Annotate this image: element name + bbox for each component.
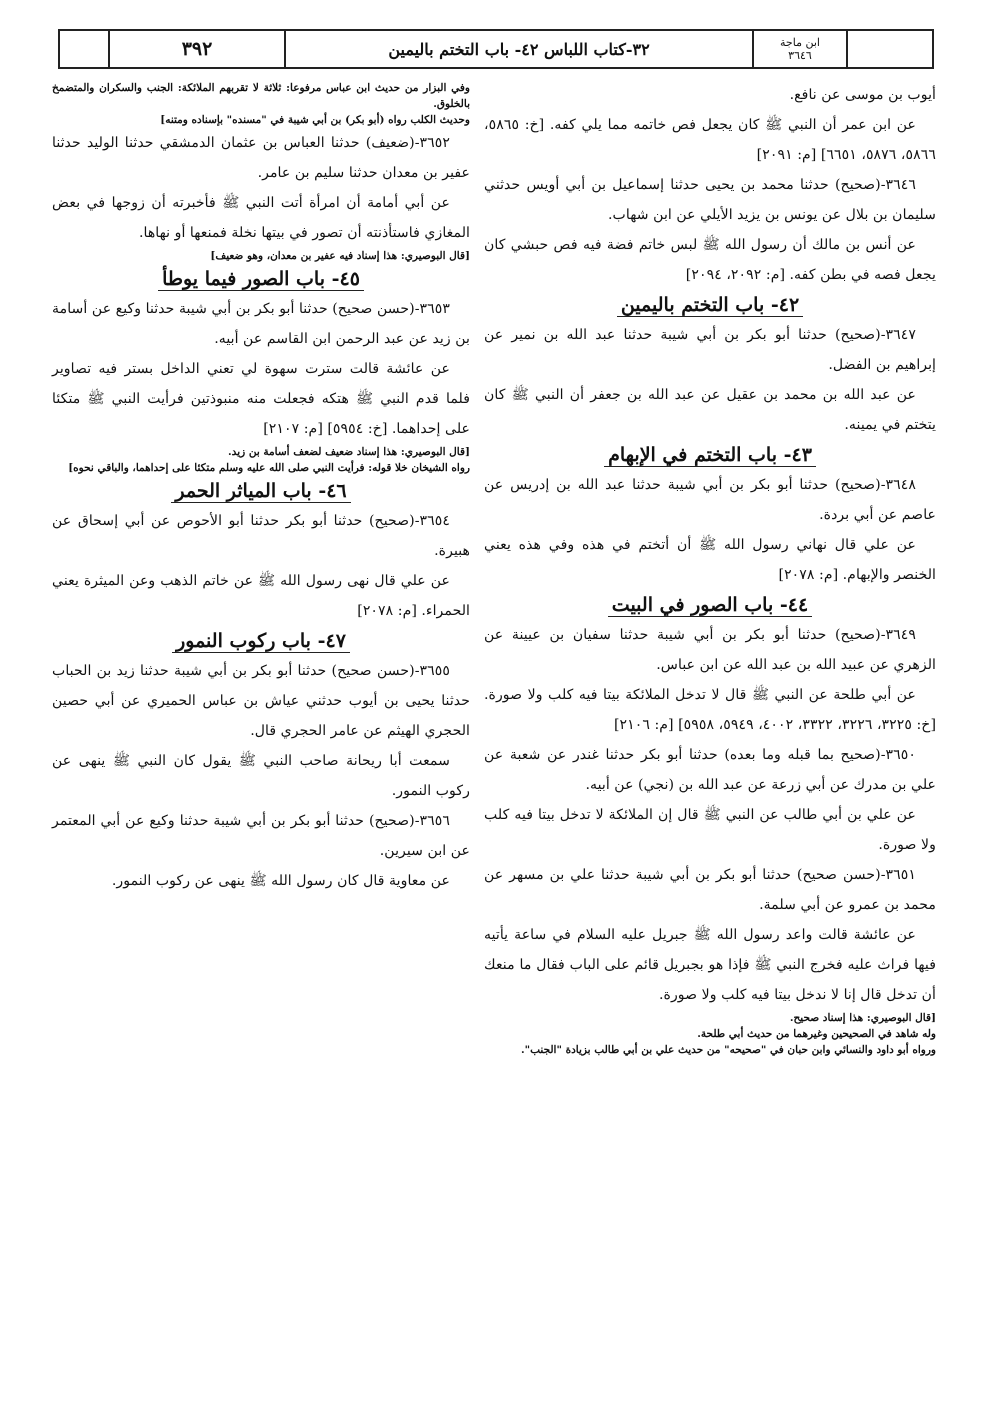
commentary-note: وله شاهد في الصحيحين وغيرهما من حديث أبي طلحة. (697, 1028, 936, 1040)
page-header (58, 29, 934, 69)
chapter-heading (484, 290, 936, 320)
chapter-heading (484, 590, 936, 620)
chapter-heading-text: ٤٣- باب التختم في الإبهام (604, 444, 816, 467)
chapter-heading (52, 264, 470, 294)
commentary-note: ورواه أبو داود والنسائي وابن حبان في "صحيحه" من حديث علي بن أبي طالب بزيادة "الجنب". (520, 1044, 936, 1056)
hadith-paragraph: أيوب بن موسى عن نافع. (789, 87, 936, 103)
commentary-note: وحديث الكلب رواه (أبو بكر) بن أبي شيبة في "مسنده" بإسناده ومتنه] (160, 114, 470, 126)
hadith-paragraph: عن علي قال نهى رسول الله ﷺ عن خاتم الذهب وعن الميثرة يعني الحمراء. [م: ٢٠٧٨] (52, 573, 470, 619)
hadith-paragraph: عن معاوية قال كان رسول الله ﷺ ينهى عن ركوب النمور. (111, 873, 450, 889)
hadith-paragraph: ٣٦٥٣-(حسن صحيح) حدثنا أبو بكر بن أبي شيبة حدثنا وكيع عن أسامة بن زيد عن عبد الرحمن ابن القاسم عن أبيه. (52, 301, 470, 347)
page-number: ٣٩٢ (110, 31, 286, 67)
hadith-paragraph: عن أنس بن مالك أن رسول الله ﷺ لبس خاتم فضة فيه فص حبشي كان يجعل فصه في بطن كفه. [م: ٢٠٩٢، ٢٠٩٤] (484, 237, 936, 283)
hadith-paragraph: عن علي بن أبي طالب عن النبي ﷺ قال إن الملائكة لا تدخل بيتا فيه كلب ولا صورة. (484, 807, 936, 853)
chapter-heading (52, 626, 470, 656)
commentary-note: [قال البوصيري: هذا إسناد فيه عفير بن معدان، وهو ضعيف] (210, 250, 470, 262)
hadith-paragraph: ٣٦٤٧-(صحيح) حدثنا أبو بكر بن أبي شيبة حدثنا عبد الله بن نمير عن إبراهيم بن الفضل. (484, 327, 936, 373)
source-number: ٣٦٤٦ (788, 49, 812, 62)
chapter-heading-text: ٤٥- باب الصور فيما يوطأ (158, 268, 364, 291)
hadith-paragraph: عن علي قال نهاني رسول الله ﷺ أن أتختم في هذه وفي هذه يعني الخنصر والإبهام. [م: ٢٠٧٨] (484, 537, 936, 583)
chapter-heading (484, 440, 936, 470)
source-name: ابن ماجة (780, 36, 820, 49)
commentary-note: [قال البوصيري: هذا إسناد ضعيف لضعف أسامة بن زيد. (228, 446, 470, 458)
hadith-paragraph: عن أبي أمامة أن امرأة أتت النبي ﷺ فأخبرته أن زوجها في بعض المغازي فاستأذنته أن تصور في بيتها نخلة فمنعها أو نهاها. (52, 195, 470, 241)
hadith-paragraph: عن أبي طلحة عن النبي ﷺ قال لا تدخل الملائكة بيتا فيه كلب ولا صورة. [خ: ٣٢٢٥، ٣٢٢٦، ٣٣٢٢، ٤٠٠٢، ٥٩٤٩، ٥٩٥٨] [م: ٢١٠٦] (484, 687, 936, 733)
commentary-note: [قال البوصيري: هذا إسناد صحيح. (789, 1012, 936, 1024)
hadith-paragraph: ٣٦٤٦-(صحيح) حدثنا محمد بن يحيى حدثنا إسماعيل بن أبي أويس حدثني سليمان بن بلال عن يونس بن يزيد الأيلي عن ابن شهاب. (484, 177, 936, 223)
hadith-paragraph: ٣٦٤٨-(صحيح) حدثنا أبو بكر بن أبي شيبة حدثنا عبد الله بن إدريس عن عاصم عن أبي بردة. (484, 477, 936, 523)
commentary-note: رواه الشيخان خلا قوله: فرأيت النبي صلى الله عليه وسلم متكئا على إحداهما، والباقي نحوه] (68, 462, 470, 474)
hadith-paragraph: ٣٦٥٤-(صحيح) حدثنا أبو بكر حدثنا أبو الأحوص عن أبي إسحاق عن هبيرة. (52, 513, 470, 559)
hadith-paragraph: ٣٦٥١-(حسن صحيح) حدثنا أبو بكر بن أبي شيبة حدثنا علي بن مسهر عن محمد بن عمرو عن أبي سلمة. (484, 867, 936, 913)
hadith-paragraph: سمعت أبا ريحانة صاحب النبي ﷺ يقول كان النبي ﷺ ينهى عن ركوب النمور. (52, 753, 470, 799)
hadith-paragraph: ٣٦٥٦-(صحيح) حدثنا أبو بكر بن أبي شيبة حدثنا وكيع عن أبي المعتمر عن ابن سيرين. (52, 813, 470, 859)
chapter-heading-text: ٤٦- باب المياثر الحمر (171, 480, 350, 503)
hadith-paragraph: ٣٦٤٩-(صحيح) حدثنا أبو بكر بن أبي شيبة حدثنا سفيان بن عيينة عن الزهري عن عبيد الله بن عبد الله عن ابن عباس. (484, 627, 936, 673)
hadith-paragraph: عن ابن عمر أن النبي ﷺ كان يجعل فص خاتمه مما يلي كفه. [خ: ٥٨٦٥، ٥٨٦٦، ٥٨٧٦، ٦٦٥١] [م: ٢٠٩١] (484, 117, 936, 163)
hadith-paragraph: عن عائشة قالت واعد رسول الله ﷺ جبريل عليه السلام في ساعة يأتيه فيها فراث عليه فخرج النبي ﷺ فإذا هو بجبريل قائم على الباب فقال ما منعك أن تدخل قال إنا لا ندخل بيتا فيه كلب ولا صورة. (484, 927, 936, 1003)
hadith-paragraph: عن عبد الله بن محمد بن عقيل عن عبد الله بن جعفر أن النبي ﷺ كان يتختم في يمينه. (484, 387, 936, 433)
header-blank-left (60, 31, 110, 67)
chapter-heading-text: ٤٢- باب التختم باليمين (617, 294, 803, 317)
hadith-paragraph: عن عائشة قالت سترت سهوة لي تعني الداخل بستر فيه تصاوير فلما قدم النبي ﷺ هتكه فجعلت منه منبوذتين فرأيت النبي ﷺ متكئا على إحداهما. [خ: ٥٩٥٤] [م: ٢١٠٧] (52, 361, 470, 437)
hadith-paragraph: ٣٦٥٢-(ضعيف) حدثنا العباس بن عثمان الدمشقي حدثنا الوليد حدثنا عفير بن معدان حدثنا سليم بن عامر. (52, 135, 470, 181)
left-column (52, 80, 470, 896)
header-blank-right (848, 31, 932, 67)
commentary-note: وفي البزار من حديث ابن عباس مرفوعا: ثلاثة لا تقربهم الملائكة: الجنب والسكران والمتضمخ بالخلوق. (52, 82, 470, 110)
chapter-heading-text: ٤٤- باب الصور في البيت (608, 594, 812, 617)
hadith-paragraph: ٣٦٥٠-(صحيح بما قبله وما بعده) حدثنا أبو بكر حدثنا غندر عن شعبة عن علي بن مدرك عن أبي زرعة عن عبد الله بن (نجي) عن أبيه. (484, 747, 936, 793)
chapter-heading-text: ٤٧- باب ركوب النمور (172, 630, 350, 653)
source-reference (754, 31, 848, 67)
chapter-heading (52, 476, 470, 506)
running-title: ٣٢-كتاب اللباس ٤٢- باب التختم باليمين (286, 31, 754, 67)
right-column (484, 80, 936, 1058)
hadith-paragraph: ٣٦٥٥-(حسن صحيح) حدثنا أبو بكر بن أبي شيبة حدثنا زيد بن الحباب حدثنا يحيى بن أيوب حدثني عياش بن عباس الحميري عن أبي حصين الحجري الهيثم عن عامر الحجري قال. (52, 663, 470, 739)
